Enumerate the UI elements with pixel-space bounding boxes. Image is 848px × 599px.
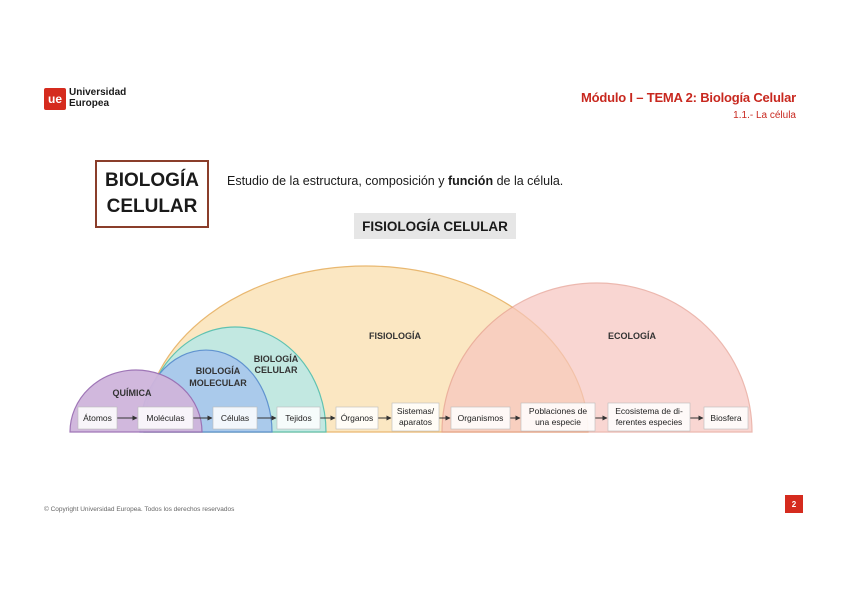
- module-title: Módulo I – TEMA 2: Biología Celular: [581, 90, 796, 105]
- svg-text:una especie: una especie: [535, 417, 581, 427]
- definition-pre: Estudio de la estructura, composición y: [227, 174, 448, 188]
- svg-text:Poblaciones de: Poblaciones de: [528, 406, 588, 416]
- svg-text:Células: Células: [220, 413, 250, 423]
- box-line-2: CELULAR: [106, 196, 198, 217]
- step-sistemas-aparatos: [392, 403, 439, 431]
- svg-text:aparatos: aparatos: [398, 417, 433, 427]
- svg-text:Biosfera: Biosfera: [710, 413, 742, 423]
- step-organos: [336, 407, 378, 429]
- svg-text:Órganos: Órganos: [340, 413, 374, 423]
- step-tejidos: [277, 407, 320, 429]
- label-biologia-celular-1: BIOLOGÍA: [253, 354, 299, 364]
- copyright-notice: © Copyright Universidad Europea. Todos los derechos reservados: [44, 506, 235, 513]
- step-celulas: [213, 407, 257, 429]
- svg-text:Moléculas: Moléculas: [146, 413, 185, 423]
- step-organismos: [451, 407, 510, 429]
- logo-line-1: Universidad: [69, 87, 127, 98]
- svg-text:ferentes especies: ferentes especies: [615, 417, 683, 427]
- svg-text:Tejidos: Tejidos: [285, 413, 312, 423]
- definition-post: de la célula.: [493, 174, 564, 188]
- step-biosfera: [704, 407, 748, 429]
- step-ecosistema: [608, 403, 690, 431]
- label-ecologia: ECOLOGÍA: [607, 331, 657, 341]
- svg-text:Átomos: Átomos: [83, 413, 112, 423]
- label-biologia-molecular-2: MOLECULAR: [189, 378, 247, 388]
- label-quimica: QUÍMICA: [112, 388, 152, 398]
- university-logo-mark: ue: [44, 88, 66, 110]
- step-poblaciones: [521, 403, 595, 431]
- definition-bold: función: [447, 174, 494, 188]
- label-biologia-molecular-1: BIOLOGÍA: [195, 366, 241, 376]
- page-number-badge: 2: [785, 495, 803, 513]
- svg-text:Organismos: Organismos: [457, 413, 504, 423]
- box-line-1: BIOLOGÍA: [105, 170, 199, 191]
- section-title: 1.1.- La célula: [733, 110, 796, 121]
- label-fisiologia: FISIOLOGÍA: [368, 331, 422, 341]
- step-atomos: [78, 407, 117, 429]
- svg-text:Ecosistema de di-: Ecosistema de di-: [615, 406, 683, 416]
- svg-text:Sistemas/: Sistemas/: [396, 406, 435, 416]
- step-moleculas: [138, 407, 193, 429]
- fisiologia-celular-heading: FISIOLOGÍA CELULAR: [354, 213, 516, 239]
- logo-line-2: Europea: [69, 98, 110, 109]
- label-biologia-celular-2: CELULAR: [254, 365, 298, 375]
